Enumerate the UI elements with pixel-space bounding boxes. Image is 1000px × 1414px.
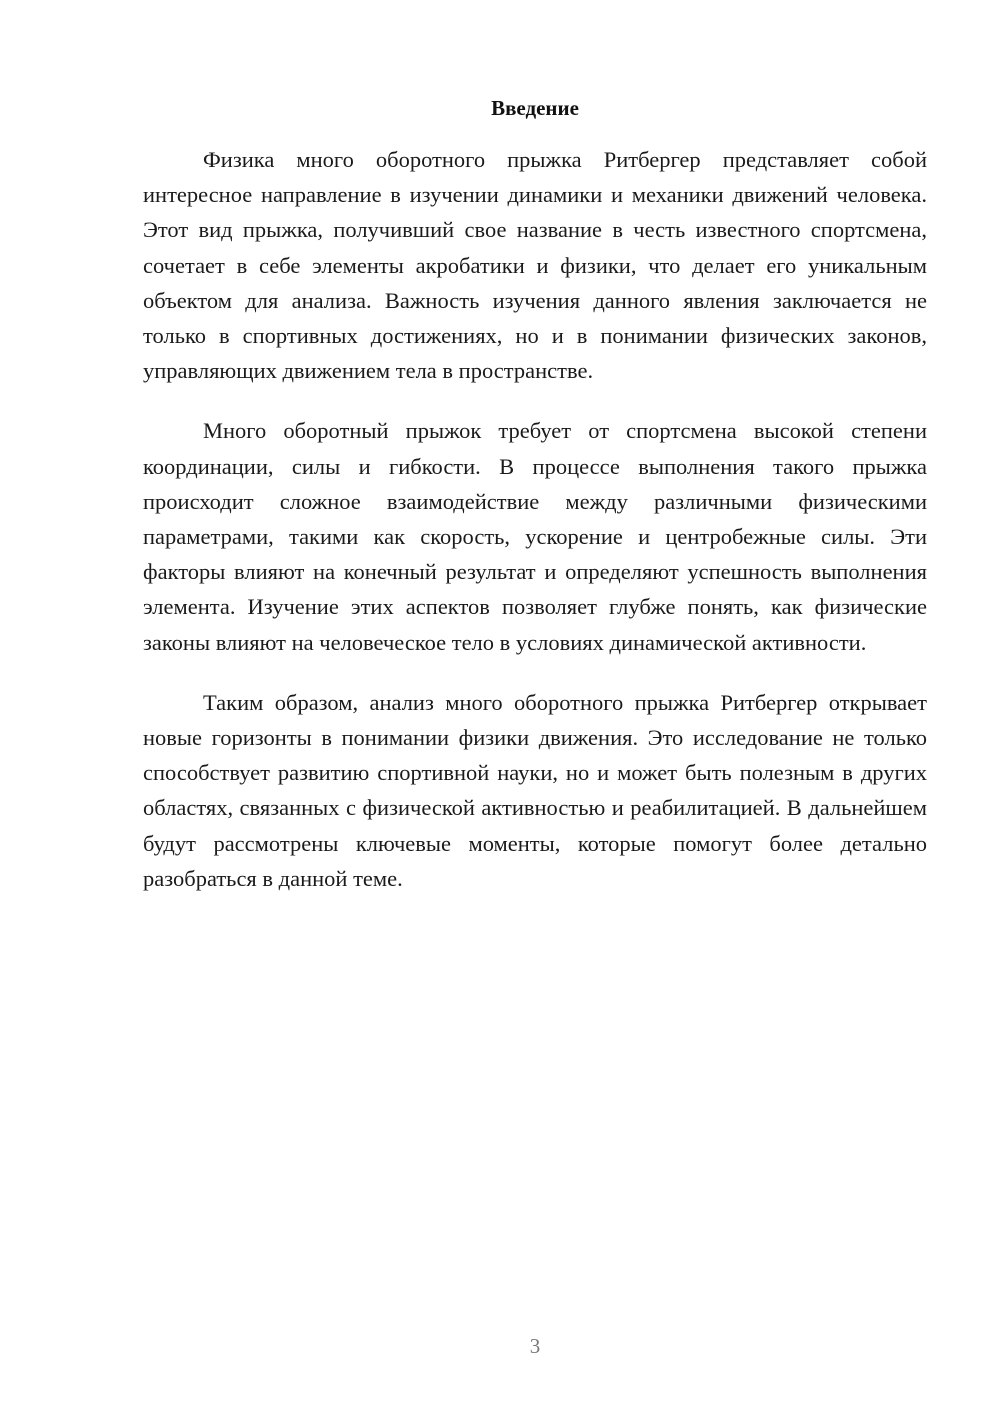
section-title: Введение — [491, 96, 579, 120]
paragraph-2: Много оборотный прыжок требует от спортсмена высокой степени координации, силы и гибкости. В процессе выполнения такого прыжка происходит сложное взаимодействие между различными физическими параметрами, такими как скорость, ускорение и центробежные силы. Эти факторы влияют на конечный результат и определяют успешность выполнения элемента. Изучение этих аспектов позволяет глубже понять, как физические законы влияют на человеческое тело в условиях динамической активности. — [143, 418, 927, 655]
page-number: 3 — [529, 1334, 541, 1358]
body-text — [143, 142, 927, 921]
paragraph-3: Таким образом, анализ много оборотного прыжка Ритбергер открывает новые горизонты в понимании физики движения. Это исследование не только способствует развитию спортивной науки, но и может быть полезным в других областях, связанных с физической активностью и реабилитацией. В дальнейшем будут рассмотрены ключевые моменты, которые помогут более детально разобраться в данной теме. — [143, 689, 927, 891]
paragraph-1: Физика много оборотного прыжка Ритбергер представляет собой интересное направление в изучении динамики и механики движений человека. Этот вид прыжка, получивший свое название в честь известного спортсмена, сочетает в себе элементы акробатики и физики, что делает его уникальным объектом для анализа. Важность изучения данного явления заключается не только в спортивных достижениях, но и в понимании физических законов, управляющих движением тела в пространстве. — [143, 147, 927, 384]
